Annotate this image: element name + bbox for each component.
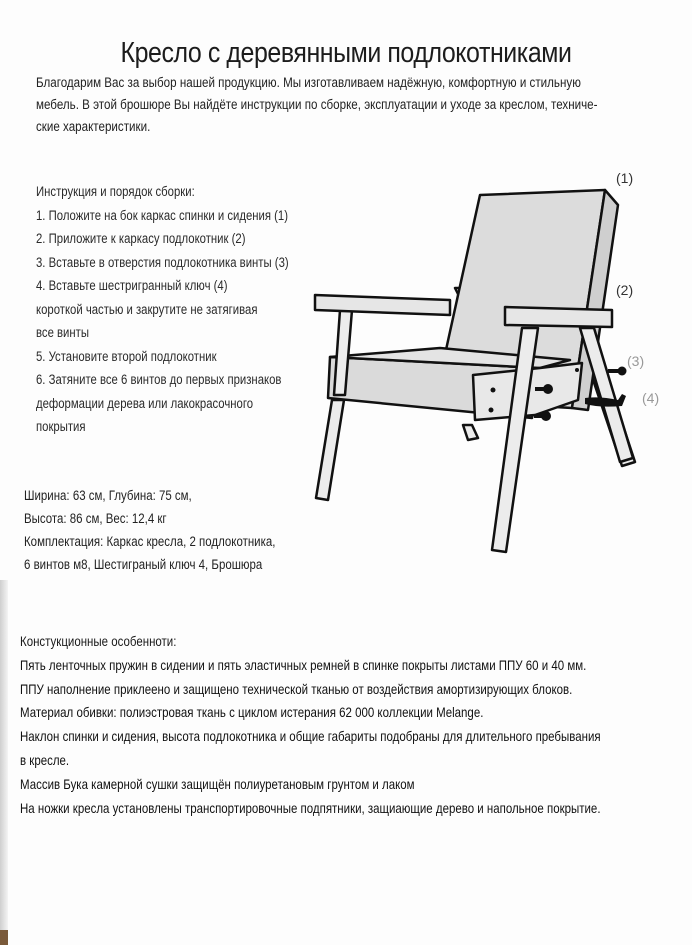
intro-paragraph — [36, 72, 604, 138]
instruction-step: 6. Затяните все 6 винтов до первых признаков — [36, 372, 282, 387]
feature-line: Наклон спинки и сидения, высота подлокотника и общие габариты подобраны для длительного пребывания — [20, 729, 601, 745]
instruction-step: короткой частью и закрутите не затягивая — [36, 301, 258, 317]
feature-line: в кресле. — [20, 752, 70, 768]
kit-line: Комплектация: Каркас кресла, 2 подлокотника, — [24, 534, 276, 549]
callout-label-4: (4) — [642, 390, 660, 406]
feature-line: ППУ наполнение приклеено и защищено технической тканью от воздействия амортизирующих блоков. — [20, 681, 573, 697]
chair-diagram — [300, 160, 692, 560]
callout-label-2: (2) — [616, 282, 634, 298]
callout-label-3: (3) — [627, 353, 645, 369]
specifications — [24, 484, 330, 576]
page-title: Кресло с деревянными подлокотниками — [120, 37, 572, 70]
kit-line: 6 винтов м8, Шестиграный ключ 4, Брошюра — [24, 557, 263, 572]
instruction-step: 3. Вставьте в отверстия подлокотника винты (3) — [36, 254, 289, 270]
feature-line: Пять ленточных пружин в сидении и пять эластичных ремней в спинке покрыты листами ППУ 60 и 40 мм. — [20, 657, 587, 673]
instruction-step: 2. Приложите к каркасу подлокотник (2) — [36, 231, 246, 246]
instruction-step: 5. Установите второй подлокотник — [36, 348, 217, 364]
instruction-step: 4. Вставьте шестригранный ключ (4) — [36, 278, 228, 293]
intro-line: ские характеристики. — [36, 119, 151, 134]
dimensions-line: Ширина: 63 см, Глубина: 75 см, — [24, 488, 192, 503]
screw-head — [541, 411, 551, 421]
screw-head — [543, 384, 553, 394]
features-heading: Констукционные особенноти: — [20, 634, 177, 649]
instruction-step: все винты — [36, 325, 89, 340]
front-leg-left — [316, 400, 344, 500]
instruction-step: покрытия — [36, 419, 86, 434]
instruction-step: деформации дерева или лакокрасочного — [36, 395, 254, 411]
assembly-instructions — [36, 180, 313, 439]
construction-features — [20, 630, 692, 820]
armrest-left — [315, 295, 450, 315]
screw-head — [618, 367, 627, 376]
table-edge — [0, 930, 8, 945]
intro-line: Благодарим Вас за выбор нашей продукцию. Мы изготавливаем надёжную, комфортную и стильную — [36, 75, 581, 90]
instructions-heading: Инструкция и порядок сборки: — [36, 184, 195, 199]
dimensions-line: Высота: 86 см, Вес: 12,4 кг — [24, 511, 167, 526]
instruction-step: 1. Положите на бок каркас спинки и сидения (1) — [36, 207, 288, 223]
rear-leg-stub — [463, 425, 478, 440]
feature-line: Массив Бука камерной сушки защищён полиуретановым грунтом и лаком — [20, 776, 415, 792]
callout-label-1: (1) — [616, 170, 634, 186]
intro-line: мебель. В этой брошюре Вы найдёте инструкции по сборке, эксплуатации и уходе за креслом, техниче- — [36, 97, 598, 112]
armrest-right — [505, 307, 612, 327]
feature-line: Материал обивки: полиэстровая ткань с циклом истерания 62 000 коллекции Melange. — [20, 705, 484, 721]
feature-line: На ножки кресла установлены транспортировочные подпятники, защиающие дерево и напольное покрытие. — [20, 800, 601, 816]
page-edge-shadow — [0, 580, 8, 945]
